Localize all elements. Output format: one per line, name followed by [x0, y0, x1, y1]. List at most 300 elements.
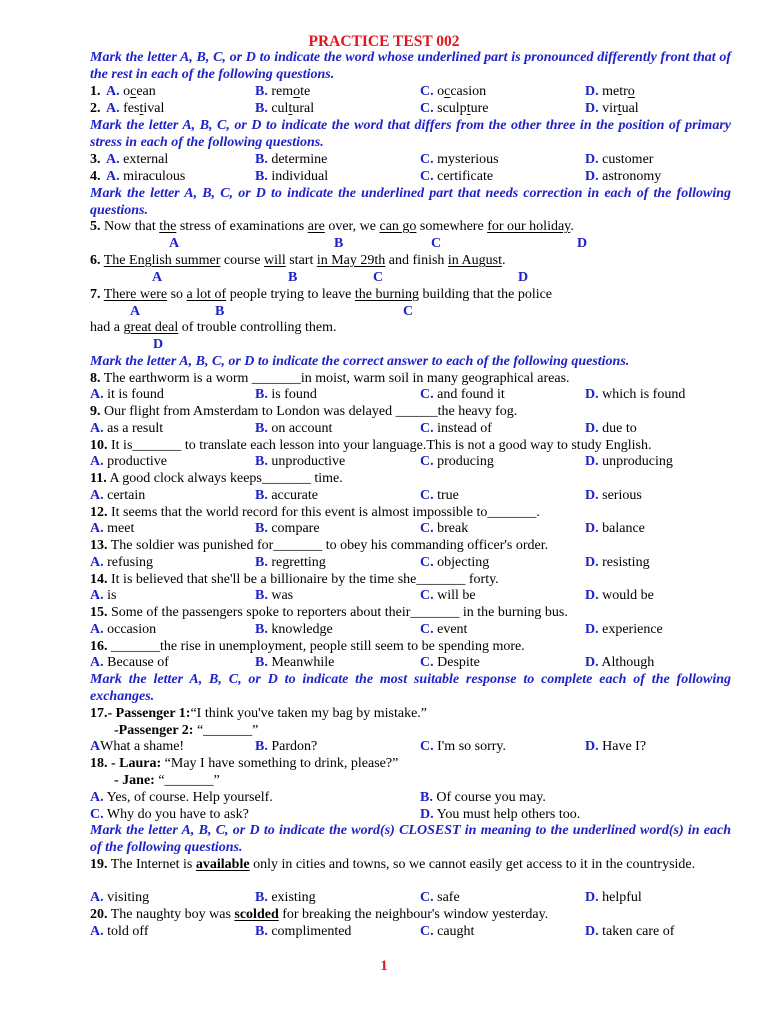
underlined-text: o — [627, 84, 635, 99]
text: knowledge — [271, 622, 333, 637]
error-marker: A — [130, 304, 141, 319]
error-marker: D — [518, 270, 529, 285]
text: and finish — [385, 253, 448, 268]
text: for breaking the neighbour's window yesterday. — [278, 907, 549, 922]
option-a — [90, 521, 134, 538]
option-letter: A. — [90, 622, 104, 637]
option-d — [585, 152, 653, 169]
text: “_______” — [154, 773, 220, 788]
option-d — [585, 521, 645, 538]
option-letter: B. — [255, 152, 268, 167]
text: will be — [437, 588, 476, 603]
option-c — [420, 152, 499, 169]
option-a — [90, 588, 116, 605]
option-letter: B. — [255, 739, 268, 754]
option-letter: A. — [90, 387, 104, 402]
text: over, we — [324, 219, 380, 234]
text: of trouble controlling them. — [178, 320, 337, 335]
option-letter: B. — [420, 790, 433, 805]
underlined-text: o — [293, 84, 301, 99]
text: true — [437, 488, 459, 503]
text: ival — [143, 101, 165, 116]
option-a — [90, 924, 148, 941]
option-a — [106, 152, 168, 169]
error-markers-7b — [0, 337, 768, 354]
question-number: 17.- Passenger 1: — [90, 706, 191, 721]
text: “I think you've taken my bag by mistake.” — [190, 706, 428, 721]
text: astronomy — [602, 169, 662, 184]
option-letter: C. — [420, 488, 434, 503]
text: producing — [437, 454, 494, 469]
question-number: - Jane: — [114, 773, 155, 788]
option-letter: D. — [585, 387, 599, 402]
text: told off — [107, 924, 149, 939]
instruction-pronunciation: Mark the letter A, B, C, or D to indicate the word whose underlined part is pronounced differently front that of the rest in each of the following questions. — [90, 50, 731, 82]
text: You must help others too. — [436, 807, 581, 822]
text: metr — [602, 84, 628, 99]
question-number: -Passenger 2: — [114, 723, 194, 738]
text: accurate — [271, 488, 318, 503]
text: Why do you have to ask? — [106, 807, 249, 822]
error-marker: D — [153, 337, 164, 352]
option-letter: C. — [420, 169, 434, 184]
option-d — [585, 101, 639, 118]
text: cul — [271, 101, 289, 116]
text: balance — [602, 521, 645, 536]
option-letter: A. — [90, 521, 104, 536]
option-letter: A. — [90, 421, 104, 436]
underlined-text: can go — [379, 219, 417, 234]
question-number: 1. — [90, 84, 101, 99]
question-16-stem — [90, 639, 750, 656]
text: sculp — [437, 101, 467, 116]
error-marker: C — [403, 304, 414, 319]
text: objecting — [437, 555, 490, 570]
option-d — [420, 807, 580, 824]
option-c — [420, 890, 460, 907]
text: . — [501, 253, 506, 268]
option-c — [420, 739, 506, 756]
option-a — [90, 790, 273, 807]
option-letter: B. — [255, 655, 268, 670]
option-letter: C. — [420, 521, 434, 536]
option-letter: A. — [90, 488, 104, 503]
question-3 — [90, 152, 750, 169]
question-18-line-1 — [90, 756, 750, 773]
option-b — [255, 169, 328, 186]
option-b — [255, 890, 316, 907]
text: “May I have something to drink, please?” — [161, 756, 399, 771]
option-letter: D. — [585, 152, 599, 167]
option-d — [585, 169, 661, 186]
text: so — [167, 287, 187, 302]
option-letter: D. — [585, 655, 599, 670]
text: It is_______ to translate each lesson into your language.This is not a good way to study English. — [111, 438, 652, 453]
text: meet — [107, 521, 135, 536]
text: complimented — [271, 924, 352, 939]
option-letter: C. — [420, 739, 434, 754]
option-c — [420, 655, 480, 672]
question-5 — [90, 219, 750, 236]
question-7-line-2 — [90, 320, 750, 337]
error-marker: C — [431, 236, 442, 251]
option-letter: A. — [90, 454, 104, 469]
option-letter: C. — [420, 101, 434, 116]
question-11-stem — [90, 471, 750, 488]
option-c — [420, 101, 488, 118]
error-markers-5 — [0, 236, 768, 253]
text: Although — [601, 655, 655, 670]
option-letter: C. — [420, 622, 434, 637]
text: The Internet is — [107, 857, 196, 872]
option-letter: D. — [585, 739, 599, 754]
question-14-stem — [90, 572, 750, 589]
text: Of course you may. — [436, 790, 546, 805]
option-letter: A. — [106, 101, 120, 116]
underlined-text: are — [307, 219, 325, 234]
question-6 — [90, 253, 750, 270]
option-c — [420, 588, 476, 605]
option-letter: B. — [255, 555, 268, 570]
option-b — [255, 555, 326, 572]
error-marker: A — [152, 270, 163, 285]
question-19-stem — [90, 857, 731, 874]
option-d — [585, 421, 637, 438]
text: compare — [271, 521, 320, 536]
option-letter: C. — [420, 924, 434, 939]
option-c — [420, 521, 468, 538]
text: What a shame! — [100, 739, 185, 754]
text: The earthworm is a worm _______in moist, warm soil in many geographical areas. — [103, 371, 570, 386]
option-letter: A. — [106, 169, 120, 184]
underlined-text: c — [444, 84, 451, 99]
text: A good clock always keeps_______ time. — [109, 471, 343, 486]
option-b — [255, 739, 317, 756]
underlined-text: in August — [447, 253, 502, 268]
error-marker: C — [373, 270, 384, 285]
underlined-text: t — [139, 101, 144, 116]
option-b — [255, 588, 293, 605]
text: ual — [621, 101, 639, 116]
underlined-text: c — [130, 84, 137, 99]
option-b — [255, 387, 317, 404]
text: ure — [470, 101, 489, 116]
option-letter: A. — [90, 890, 104, 905]
option-letter: B. — [255, 622, 268, 637]
option-d — [585, 655, 654, 672]
option-letter: D. — [585, 622, 599, 637]
option-a — [90, 655, 169, 672]
instruction-error: Mark the letter A, B, C, or D to indicate the underlined part that needs correction in each of the following questions. — [90, 186, 731, 218]
option-letter: D. — [585, 488, 599, 503]
text: Now that — [104, 219, 160, 234]
text: Our flight from Amsterdam to London was delayed ______the heavy fog. — [104, 404, 518, 419]
text: event — [437, 622, 468, 637]
option-d — [585, 387, 685, 404]
question-number: 5. — [90, 219, 101, 234]
option-b — [420, 790, 546, 807]
underlined-text: will — [263, 253, 286, 268]
text: unproductive — [271, 454, 346, 469]
text: vir — [602, 101, 618, 116]
option-letter: B. — [255, 84, 268, 99]
page-number: 1 — [380, 958, 388, 974]
underlined-text: for our holiday — [487, 219, 571, 234]
option-b — [255, 488, 318, 505]
option-letter: A. — [90, 924, 104, 939]
text: due to — [602, 421, 637, 436]
option-letter: A. — [106, 84, 120, 99]
option-d — [585, 84, 635, 101]
question-number: 16. — [90, 639, 108, 654]
underlined-text: t — [288, 101, 293, 116]
text: somewhere — [416, 219, 488, 234]
option-letter: D. — [585, 924, 599, 939]
option-c — [420, 387, 505, 404]
question-number: 19. — [90, 857, 108, 872]
text: Because of — [107, 655, 169, 670]
text: experience — [602, 622, 663, 637]
option-letter: A. — [90, 655, 104, 670]
option-letter: C. — [420, 655, 434, 670]
instruction-closest: Mark the letter A, B, C, or D to indicate the word(s) CLOSEST in meaning to the underlined word(s) in each of the following questions. — [90, 823, 731, 855]
text: ean — [136, 84, 156, 99]
option-letter: B. — [255, 454, 268, 469]
underlined-text: The English summer — [103, 253, 221, 268]
question-17-line-2 — [114, 723, 768, 740]
question-7 — [90, 287, 750, 304]
text: only in cities and towns, so we cannot easily get access to it in the countryside. — [249, 857, 696, 872]
option-a — [90, 387, 164, 404]
option-b — [255, 152, 327, 169]
underlined-text: in May 29th — [316, 253, 386, 268]
text: It is believed that she'll be a billionaire by the time she_______ forty. — [111, 572, 499, 587]
text: determine — [271, 152, 328, 167]
option-letter: D. — [585, 421, 599, 436]
text: occasion — [107, 622, 157, 637]
underlined-text: the — [159, 219, 177, 234]
text: ural — [292, 101, 315, 116]
text: rem — [271, 84, 294, 99]
option-c — [90, 807, 249, 824]
underlined-text: great deal — [123, 320, 179, 335]
text: safe — [437, 890, 460, 905]
option-a — [90, 622, 156, 639]
instruction-stress: Mark the letter A, B, C, or D to indicate the word that differs from the other three in the position of primary stress in each of the following questions. — [90, 118, 731, 150]
option-b — [255, 454, 345, 471]
option-letter: B. — [255, 488, 268, 503]
question-9-stem — [90, 404, 750, 421]
question-number: 3. — [90, 152, 101, 167]
text: mysterious — [437, 152, 499, 167]
option-letter: C. — [420, 152, 434, 167]
option-letter: D. — [585, 555, 599, 570]
text: and found it — [437, 387, 505, 402]
option-letter: B. — [255, 101, 268, 116]
text: I'm so sorry. — [437, 739, 507, 754]
text: casion — [450, 84, 487, 99]
text: productive — [107, 454, 167, 469]
question-number: 8. — [90, 371, 101, 386]
question-number: 20. — [90, 907, 108, 922]
option-b — [255, 655, 334, 672]
text: serious — [602, 488, 642, 503]
question-18-line-2 — [114, 773, 768, 790]
option-d — [585, 454, 673, 471]
text: o — [123, 84, 131, 99]
question-8-stem — [90, 371, 750, 388]
error-markers-6 — [0, 270, 768, 287]
option-d — [585, 890, 642, 907]
text: taken care of — [602, 924, 675, 939]
question-number: 15. — [90, 605, 108, 620]
question-number: 13. — [90, 538, 108, 553]
question-13-stem — [90, 538, 750, 555]
option-a — [90, 555, 153, 572]
option-letter: A. — [90, 588, 104, 603]
text: certain — [107, 488, 146, 503]
text: It seems that the world record for this event is almost impossible to_______. — [111, 505, 540, 520]
question-number: 2. — [90, 101, 101, 116]
option-c — [420, 84, 486, 101]
option-a — [90, 890, 149, 907]
text: helpful — [602, 890, 642, 905]
option-b — [255, 101, 314, 118]
text: visiting — [107, 890, 150, 905]
text: resisting — [602, 555, 650, 570]
option-a — [90, 739, 184, 756]
option-c — [420, 421, 492, 438]
text: fes — [123, 101, 140, 116]
underlined-text: t — [617, 101, 622, 116]
question-number: 6. — [90, 253, 101, 268]
option-letter: C. — [420, 387, 434, 402]
option-letter: D. — [420, 807, 434, 822]
text: is — [107, 588, 117, 603]
option-letter: B. — [255, 387, 268, 402]
option-letter: A. — [106, 152, 120, 167]
instruction-exchange: Mark the letter A, B, C, or D to indicate the most suitable response to complete each of the following exchanges. — [90, 672, 731, 704]
option-a — [90, 488, 145, 505]
question-17-line-1 — [90, 706, 750, 723]
option-letter: D. — [585, 890, 599, 905]
text: o — [437, 84, 445, 99]
question-number: 10. — [90, 438, 108, 453]
text: external — [123, 152, 169, 167]
text: Despite — [437, 655, 480, 670]
page-title: PRACTICE TEST 002 — [308, 33, 460, 50]
text: customer — [602, 152, 654, 167]
text: caught — [437, 924, 475, 939]
text: on account — [271, 421, 333, 436]
underlined-text: scolded — [234, 907, 279, 922]
error-marker: B — [288, 270, 298, 285]
option-letter: B. — [255, 588, 268, 603]
question-12-stem — [90, 505, 750, 522]
text: individual — [271, 169, 329, 184]
text: Some of the passengers spoke to reporters about their_______ in the burning bus. — [111, 605, 568, 620]
option-letter: A. — [90, 790, 104, 805]
option-letter: D. — [585, 101, 599, 116]
option-letter: B. — [255, 169, 268, 184]
text: The soldier was punished for_______ to obey his commanding officer's order. — [110, 538, 549, 553]
text: unproducing — [602, 454, 673, 469]
option-letter: C. — [420, 555, 434, 570]
option-letter: D. — [585, 521, 599, 536]
underlined-text: t — [466, 101, 471, 116]
option-letter: D. — [585, 169, 599, 184]
error-marker: D — [577, 236, 588, 251]
option-letter: D. — [585, 588, 599, 603]
text: instead of — [437, 421, 492, 436]
option-a — [90, 421, 163, 438]
option-c — [420, 555, 489, 572]
question-2 — [90, 101, 750, 118]
option-letter: C. — [420, 454, 434, 469]
instruction-correct: Mark the letter A, B, C, or D to indicate the correct answer to each of the following questions. — [90, 354, 630, 369]
text: stress of examinations — [176, 219, 308, 234]
option-letter: D. — [585, 84, 599, 99]
option-d — [585, 555, 650, 572]
underlined-text: available — [195, 857, 250, 872]
text: Have I? — [602, 739, 647, 754]
text: which is found — [602, 387, 686, 402]
option-d — [585, 488, 642, 505]
option-a — [106, 84, 156, 101]
question-15-stem — [90, 605, 750, 622]
text: miraculous — [123, 169, 186, 184]
option-letter: C. — [420, 421, 434, 436]
question-number: 9. — [90, 404, 101, 419]
text: had a — [90, 320, 124, 335]
text: regretting — [271, 555, 326, 570]
question-20-stem — [90, 907, 750, 924]
option-a — [90, 454, 167, 471]
option-letter: D. — [585, 454, 599, 469]
option-c — [420, 622, 467, 639]
question-number: 7. — [90, 287, 101, 302]
option-b — [255, 924, 351, 941]
option-a — [106, 169, 185, 186]
text: refusing — [107, 555, 154, 570]
option-letter: B. — [255, 521, 268, 536]
text: Yes, of course. Help yourself. — [106, 790, 273, 805]
option-b — [255, 421, 332, 438]
underlined-text: There were — [103, 287, 168, 302]
text: was — [271, 588, 294, 603]
question-1 — [90, 84, 750, 101]
text: Pardon? — [271, 739, 318, 754]
option-letter: B. — [255, 924, 268, 939]
option-letter: C. — [420, 588, 434, 603]
option-letter: C. — [90, 807, 104, 822]
text: existing — [271, 890, 316, 905]
text: te — [300, 84, 311, 99]
option-d — [585, 588, 654, 605]
text: would be — [602, 588, 654, 603]
text: course — [220, 253, 264, 268]
option-b — [255, 521, 320, 538]
text: Meanwhile — [271, 655, 335, 670]
option-c — [420, 488, 459, 505]
option-b — [255, 84, 310, 101]
option-letter: C. — [420, 890, 434, 905]
underlined-text: the burning — [354, 287, 420, 302]
option-letter: A — [90, 739, 101, 754]
text: “_______” — [193, 723, 259, 738]
question-number: 12. — [90, 505, 108, 520]
text: break — [437, 521, 469, 536]
